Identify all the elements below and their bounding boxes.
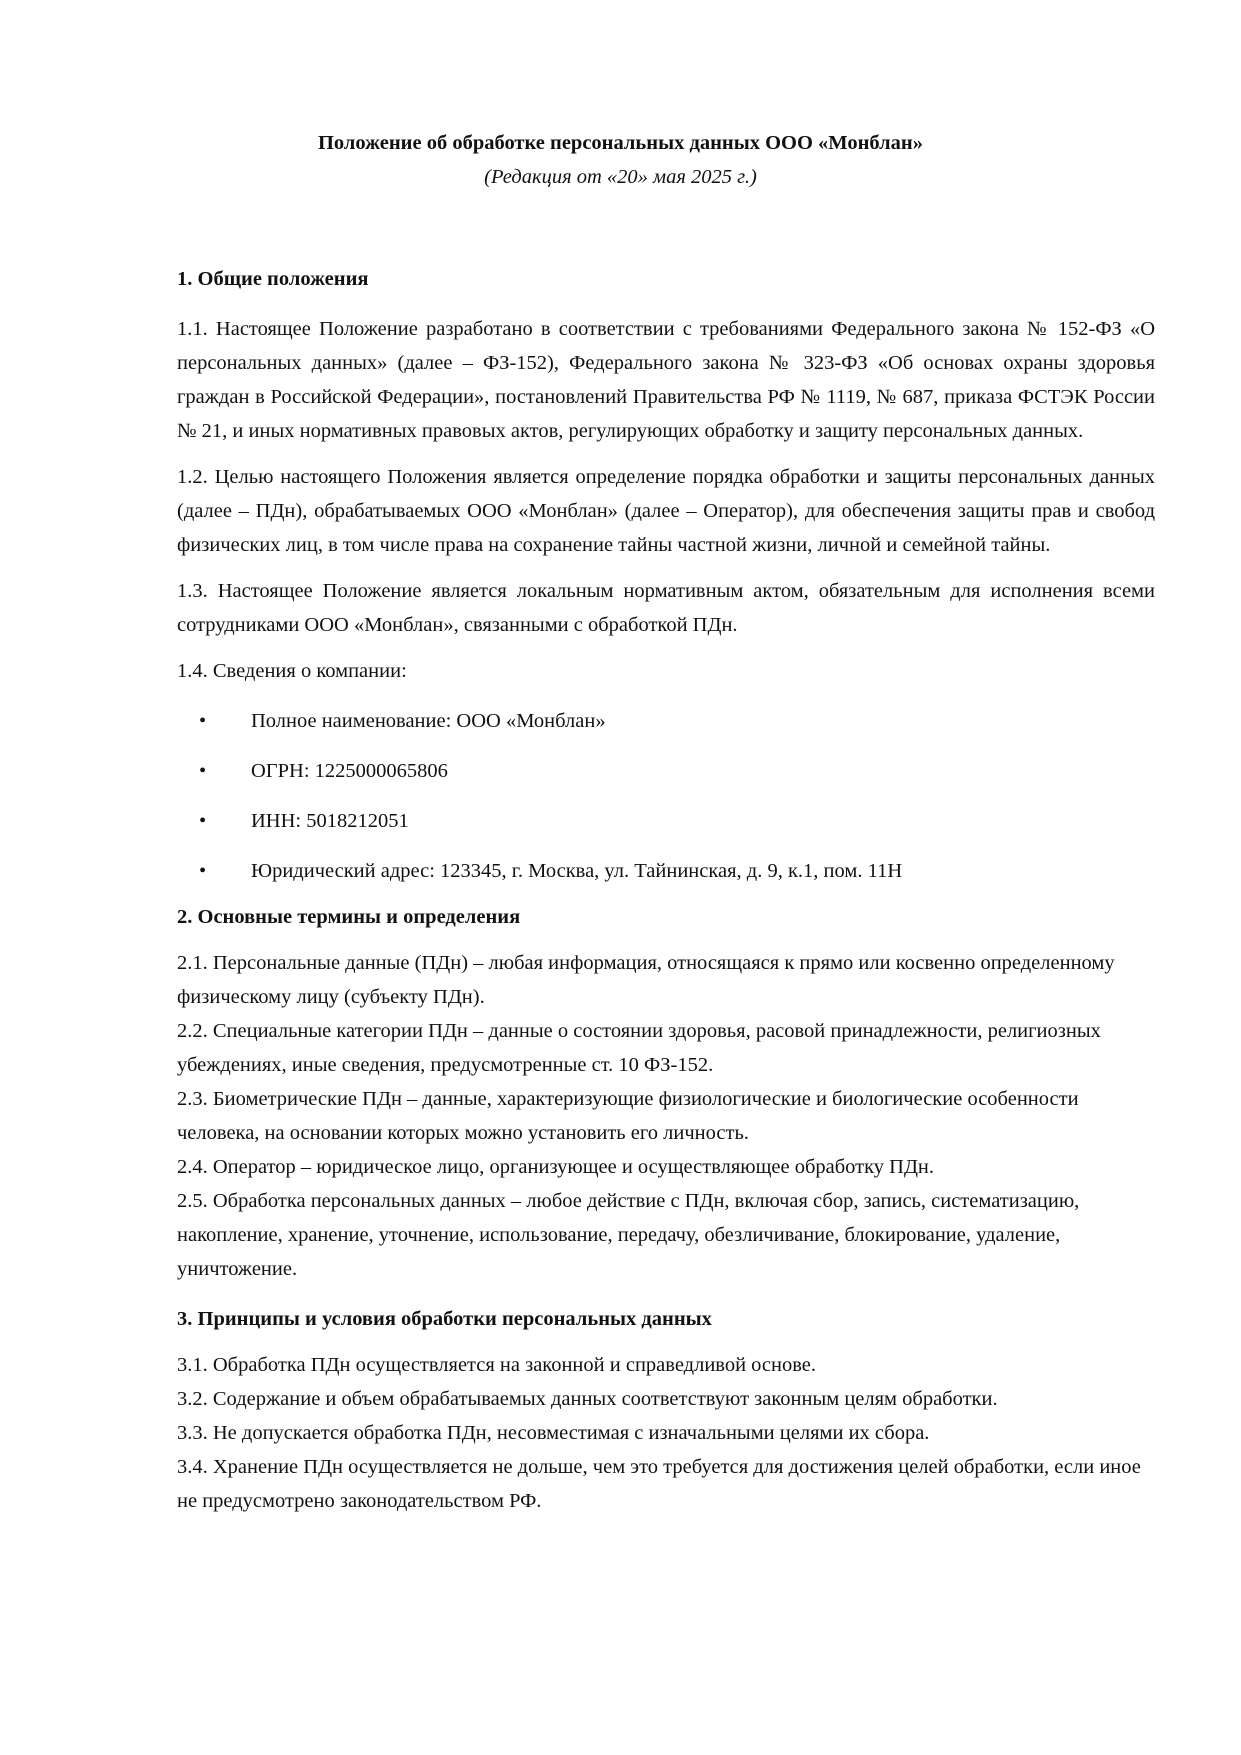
definition-item: 2.3. Биометрические ПДн – данные, характеризующие физиологические и биологические особенности человека, на основании которых можно установить его личность.: [177, 1088, 1079, 1144]
paragraph-1-1: 1.1. Настоящее Положение разработано в соответствии с требованиями Федерального закона № 152-ФЗ «О персональных данных» (далее – ФЗ-152), Федерального закона № 323-ФЗ «Об основах охраны здоровья граждан в Российской Федерации», постановлений Правительства РФ № 1119, № 687, приказа ФСТЭК России № 21, и иных нормативных правовых актов, регулирующих обработку и защиту персональных данных.: [177, 318, 1155, 442]
list-item: [177, 854, 1155, 888]
section-heading: 2. Основные термины и определения: [177, 906, 521, 928]
principle-item: 3.4. Хранение ПДн осуществляется не дольше, чем это требуется для достижения целей обработки, если иное не предусмотрено законодательством РФ.: [177, 1456, 1141, 1512]
section-heading: 1. Общие положения: [177, 268, 369, 290]
bullet-icon: •: [199, 760, 207, 782]
principle-item: 3.2. Содержание и объем обрабатываемых данных соответствуют законным целям обработки.: [177, 1388, 998, 1410]
list-item: [177, 754, 1155, 788]
document-title: Положение об обработке персональных данных ООО «Монблан»: [317, 132, 923, 154]
document-body: [177, 262, 1155, 1518]
list-item: [177, 704, 1155, 738]
bullet-icon: •: [199, 860, 207, 882]
definitions-block: [177, 946, 1155, 1286]
list-item-text: ОГРН: 1225000065806: [251, 760, 448, 782]
paragraph-1-2: 1.2. Целью настоящего Положения является определение порядка обработки и защиты персональных данных (далее – ПДн), обрабатываемых ООО «Монблан» (далее – Оператор), для обеспечения защиты прав и свобод физических лиц, в том числе права на сохранение тайны частной жизни, личной и семейной тайны.: [177, 466, 1155, 556]
list-item: [177, 804, 1155, 838]
principle-item: 3.1. Обработка ПДн осуществляется на законной и справедливой основе.: [177, 1354, 817, 1376]
paragraph-1-3: 1.3. Настоящее Положение является локальным нормативным актом, обязательным для исполнения всеми сотрудниками ООО «Монблан», связанными с обработкой ПДн.: [177, 580, 1155, 636]
list-item-text: Полное наименование: ООО «Монблан»: [251, 710, 606, 732]
section-heading: 3. Принципы и условия обработки персональных данных: [177, 1308, 712, 1330]
company-info-list: [177, 704, 1155, 888]
paragraph-1-4: 1.4. Сведения о компании:: [177, 660, 407, 682]
bullet-icon: •: [199, 710, 207, 732]
principle-item: 3.3. Не допускается обработка ПДн, несовместимая с изначальными целями их сбора.: [177, 1422, 930, 1444]
definition-item: 2.1. Персональные данные (ПДн) – любая информация, относящаяся к прямо или косвенно определенному физическому лицу (субъекту ПДн).: [177, 952, 1115, 1008]
definition-item: 2.5. Обработка персональных данных – любое действие с ПДн, включая сбор, запись, систематизацию, накопление, хранение, уточнение, использование, передачу, обезличивание, блокирование, удаление, уничтожение.: [177, 1190, 1080, 1280]
bullet-icon: •: [199, 810, 207, 832]
list-item-text: ИНН: 5018212051: [251, 810, 409, 832]
document-subtitle: (Редакция от «20» мая 2025 г.): [484, 166, 757, 188]
principles-block: [177, 1348, 1155, 1518]
list-item-text: Юридический адрес: 123345, г. Москва, ул. Тайнинская, д. 9, к.1, пом. 11Н: [251, 860, 903, 882]
definition-item: 2.4. Оператор – юридическое лицо, организующее и осуществляющее обработку ПДн.: [177, 1156, 935, 1178]
definition-item: 2.2. Специальные категории ПДн – данные о состоянии здоровья, расовой принадлежности, религиозных убеждениях, иные сведения, предусмотренные ст. 10 ФЗ-152.: [177, 1020, 1101, 1076]
